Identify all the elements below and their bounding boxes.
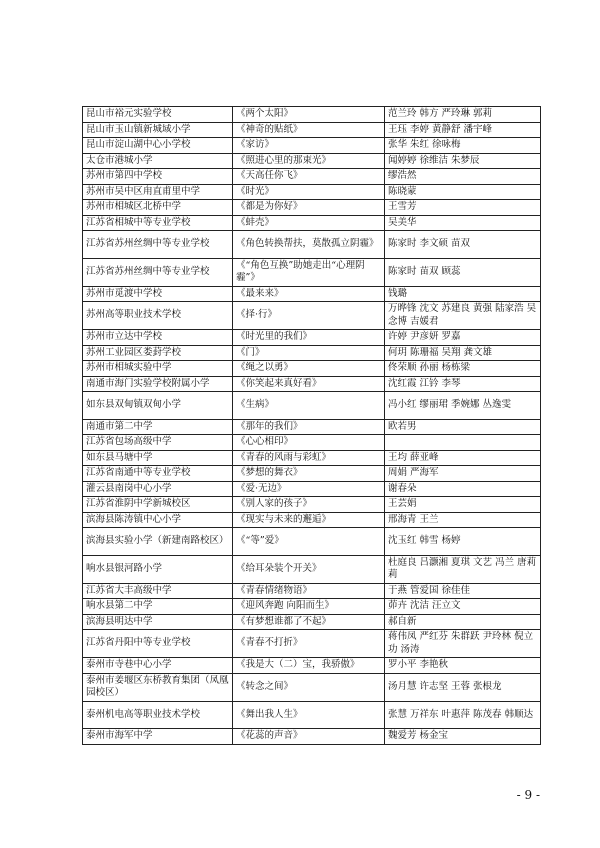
school-cell: 响水县银河路小学 bbox=[83, 555, 233, 583]
authors-cell: 何玥 陈珊福 吴翔 龚文雄 bbox=[385, 345, 541, 361]
work-title-cell: 《青春的风雨与彩虹》 bbox=[233, 450, 385, 466]
school-cell: 如东县双甸镇双甸小学 bbox=[83, 392, 233, 420]
work-title-cell: 《迎风奔跑 向阳而生》 bbox=[233, 599, 385, 615]
school-cell: 灌云县南岗中心小学 bbox=[83, 481, 233, 497]
authors-cell: 周娟 严海军 bbox=[385, 466, 541, 482]
table-row bbox=[83, 673, 541, 701]
school-cell: 滨海县明达中学 bbox=[83, 614, 233, 630]
work-title-cell: 《现实与未来的邂逅》 bbox=[233, 512, 385, 528]
authors-cell: 吴美华 bbox=[385, 215, 541, 231]
work-title-cell: 《两个太阳》 bbox=[233, 107, 385, 123]
school-cell: 江苏省苏州丝绸中等专业学校 bbox=[83, 231, 233, 259]
authors-cell: 邢海青 王兰 bbox=[385, 512, 541, 528]
authors-cell: 沈玉红 韩雪 杨婷 bbox=[385, 528, 541, 556]
school-cell: 江苏省包场高级中学 bbox=[83, 435, 233, 451]
school-cell: 江苏省南通中等专业学校 bbox=[83, 466, 233, 482]
school-cell: 昆山市裕元实验学校 bbox=[83, 107, 233, 123]
work-title-cell: 《时光》 bbox=[233, 184, 385, 200]
work-title-cell: 《都是为你好》 bbox=[233, 200, 385, 216]
table-row bbox=[83, 583, 541, 599]
table-body bbox=[83, 107, 541, 745]
table-row bbox=[83, 361, 541, 377]
work-title-cell: 《青春不打折》 bbox=[233, 630, 385, 658]
work-title-cell: 《家访》 bbox=[233, 138, 385, 154]
table-row bbox=[83, 286, 541, 302]
school-cell: 昆山市玉山镇新城域小学 bbox=[83, 122, 233, 138]
school-cell: 太仓市港城小学 bbox=[83, 153, 233, 169]
table-row bbox=[83, 497, 541, 513]
authors-cell: 沈红霞 江钤 李琴 bbox=[385, 376, 541, 392]
work-title-cell: 《爱·无边》 bbox=[233, 481, 385, 497]
school-cell: 江苏省淮阴中学新城校区 bbox=[83, 497, 233, 513]
school-cell: 江苏省大丰高级中学 bbox=[83, 583, 233, 599]
work-title-cell: 《天高任你飞》 bbox=[233, 169, 385, 185]
table-row bbox=[83, 107, 541, 123]
school-cell: 如东县马塘中学 bbox=[83, 450, 233, 466]
authors-cell: 佟荣顺 孙丽 杨栋梁 bbox=[385, 361, 541, 377]
page-number: - 9 - bbox=[516, 788, 540, 802]
school-cell: 泰州机电高等职业技术学校 bbox=[83, 701, 233, 729]
table-row bbox=[83, 701, 541, 729]
authors-cell: 冯小红 缪丽珺 季婉娜 丛逸雯 bbox=[385, 392, 541, 420]
work-title-cell: 《你笑起来真好看》 bbox=[233, 376, 385, 392]
table-row bbox=[83, 435, 541, 451]
work-title-cell: 《舞出我人生》 bbox=[233, 701, 385, 729]
work-title-cell: 《角色转换帮扶，莫散孤立阴霾》 bbox=[233, 231, 385, 259]
table-row bbox=[83, 153, 541, 169]
authors-cell: 陈晓蒙 bbox=[385, 184, 541, 200]
work-title-cell: 《时光里的我们》 bbox=[233, 330, 385, 346]
work-title-cell: 《转念之间》 bbox=[233, 673, 385, 701]
authors-cell: 王雪芳 bbox=[385, 200, 541, 216]
table-row bbox=[83, 392, 541, 420]
school-cell: 昆山市淀山湖中心小学校 bbox=[83, 138, 233, 154]
table-row bbox=[83, 630, 541, 658]
work-title-cell: 《蚌壳》 bbox=[233, 215, 385, 231]
authors-cell: 魏爱芳 杨金宝 bbox=[385, 729, 541, 745]
work-title-cell: 《神奇的贴纸》 bbox=[233, 122, 385, 138]
work-title-cell: 《给耳朵装个开关》 bbox=[233, 555, 385, 583]
authors-cell: 汤月慧 许志坚 王蓉 张根龙 bbox=[385, 673, 541, 701]
table-row bbox=[83, 200, 541, 216]
authors-cell: 闻婷婷 徐维洁 朱梦辰 bbox=[385, 153, 541, 169]
table-row bbox=[83, 481, 541, 497]
authors-cell: 杜庭良 吕灏湘 夏琪 文艺 冯兰 唐莉莉 bbox=[385, 555, 541, 583]
work-title-cell: 《心心相印》 bbox=[233, 435, 385, 451]
work-title-cell: 《花蕊的声音》 bbox=[233, 729, 385, 745]
school-cell: 苏州工业园区娄葑学校 bbox=[83, 345, 233, 361]
authors-cell: 陈家时 李文硕 苗双 bbox=[385, 231, 541, 259]
table-row bbox=[83, 419, 541, 435]
work-title-cell: 《择·行》 bbox=[233, 302, 385, 330]
school-cell: 苏州市觅渡中学校 bbox=[83, 286, 233, 302]
authors-cell: 张慧 万祥东 叶惠萍 陈茂春 韩顺达 bbox=[385, 701, 541, 729]
school-cell: 泰州市姜堰区东桥教育集团（凤凰园校区） bbox=[83, 673, 233, 701]
authors-cell: 郝自新 bbox=[385, 614, 541, 630]
work-title-cell: 《我是大（二）宝，我骄傲》 bbox=[233, 658, 385, 674]
school-cell: 苏州市相城区北桥中学 bbox=[83, 200, 233, 216]
authors-cell: 陈家时 苗双 顾蕊 bbox=[385, 258, 541, 286]
table-row bbox=[83, 376, 541, 392]
table-row bbox=[83, 658, 541, 674]
work-title-cell: 《有梦想谁都了不起》 bbox=[233, 614, 385, 630]
table-row bbox=[83, 215, 541, 231]
authors-cell: 范兰玲 韩方 严玲琳 郭莉 bbox=[385, 107, 541, 123]
table-row bbox=[83, 555, 541, 583]
authors-cell: 张华 朱红 徐咏梅 bbox=[385, 138, 541, 154]
table-row bbox=[83, 614, 541, 630]
table-row bbox=[83, 122, 541, 138]
table-row bbox=[83, 258, 541, 286]
school-cell: 滨海县实验小学（新建南路校区） bbox=[83, 528, 233, 556]
school-cell: 苏州市相城实验中学 bbox=[83, 361, 233, 377]
authors-cell: 蒋伟凤 严红芬 朱群跃 尹玲林 倪立功 汤涛 bbox=[385, 630, 541, 658]
work-title-cell: 《青春情绪物语》 bbox=[233, 583, 385, 599]
work-title-cell: 《照进心里的那束光》 bbox=[233, 153, 385, 169]
table-row bbox=[83, 512, 541, 528]
authors-cell bbox=[385, 435, 541, 451]
school-cell: 滨海县陈涛镇中心小学 bbox=[83, 512, 233, 528]
authors-cell: 谢春朵 bbox=[385, 481, 541, 497]
school-cell: 苏州市第四中学校 bbox=[83, 169, 233, 185]
authors-cell: 许婷 尹彦妍 罗嘉 bbox=[385, 330, 541, 346]
school-cell: 江苏省丹阳中等专业学校 bbox=[83, 630, 233, 658]
table-row bbox=[83, 450, 541, 466]
work-title-cell: 《“等”爱》 bbox=[233, 528, 385, 556]
table-row bbox=[83, 169, 541, 185]
table-row bbox=[83, 466, 541, 482]
authors-cell: 王均 薛亚峰 bbox=[385, 450, 541, 466]
school-cell: 泰州市寺巷中心小学 bbox=[83, 658, 233, 674]
authors-cell: 王珏 李婷 黄静舒 潘宇峰 bbox=[385, 122, 541, 138]
school-cell: 江苏省相城中等专业学校 bbox=[83, 215, 233, 231]
school-cell: 苏州市吴中区甪直甫里中学 bbox=[83, 184, 233, 200]
school-cell: 泰州市海军中学 bbox=[83, 729, 233, 745]
authors-cell: 王芸娟 bbox=[385, 497, 541, 513]
table-row bbox=[83, 184, 541, 200]
work-title-cell: 《绳之以勇》 bbox=[233, 361, 385, 377]
work-title-cell: 《门》 bbox=[233, 345, 385, 361]
school-cell: 南通市海门实验学校附属小学 bbox=[83, 376, 233, 392]
table-row bbox=[83, 528, 541, 556]
authors-cell: 茆卉 沈洁 汪立文 bbox=[385, 599, 541, 615]
school-cell: 苏州高等职业技术学校 bbox=[83, 302, 233, 330]
school-cell: 南通市第二中学 bbox=[83, 419, 233, 435]
authors-cell: 缪浩然 bbox=[385, 169, 541, 185]
work-title-cell: 《梦想的舞衣》 bbox=[233, 466, 385, 482]
table-row bbox=[83, 231, 541, 259]
authors-cell: 欧若男 bbox=[385, 419, 541, 435]
authors-cell: 钱璐 bbox=[385, 286, 541, 302]
table-row bbox=[83, 599, 541, 615]
work-title-cell: 《别人家的孩子》 bbox=[233, 497, 385, 513]
work-title-cell: 《“角色互换”助她走出“心理阴霾”》 bbox=[233, 258, 385, 286]
work-title-cell: 《那年的我们》 bbox=[233, 419, 385, 435]
school-cell: 江苏省苏州丝绸中等专业学校 bbox=[83, 258, 233, 286]
school-cell: 苏州市立达中学校 bbox=[83, 330, 233, 346]
work-title-cell: 《生病》 bbox=[233, 392, 385, 420]
authors-cell: 万晔锋 沈文 苏建良 黄强 陆家浩 吴念博 吉媛君 bbox=[385, 302, 541, 330]
authors-cell: 罗小平 李艳秋 bbox=[385, 658, 541, 674]
work-title-cell: 《最来来》 bbox=[233, 286, 385, 302]
school-cell: 响水县第二中学 bbox=[83, 599, 233, 615]
table-row bbox=[83, 330, 541, 346]
award-table bbox=[82, 106, 541, 745]
table-row bbox=[83, 345, 541, 361]
authors-cell: 于燕 管爱国 徐佳佳 bbox=[385, 583, 541, 599]
table-row bbox=[83, 302, 541, 330]
table-row bbox=[83, 729, 541, 745]
table-row bbox=[83, 138, 541, 154]
